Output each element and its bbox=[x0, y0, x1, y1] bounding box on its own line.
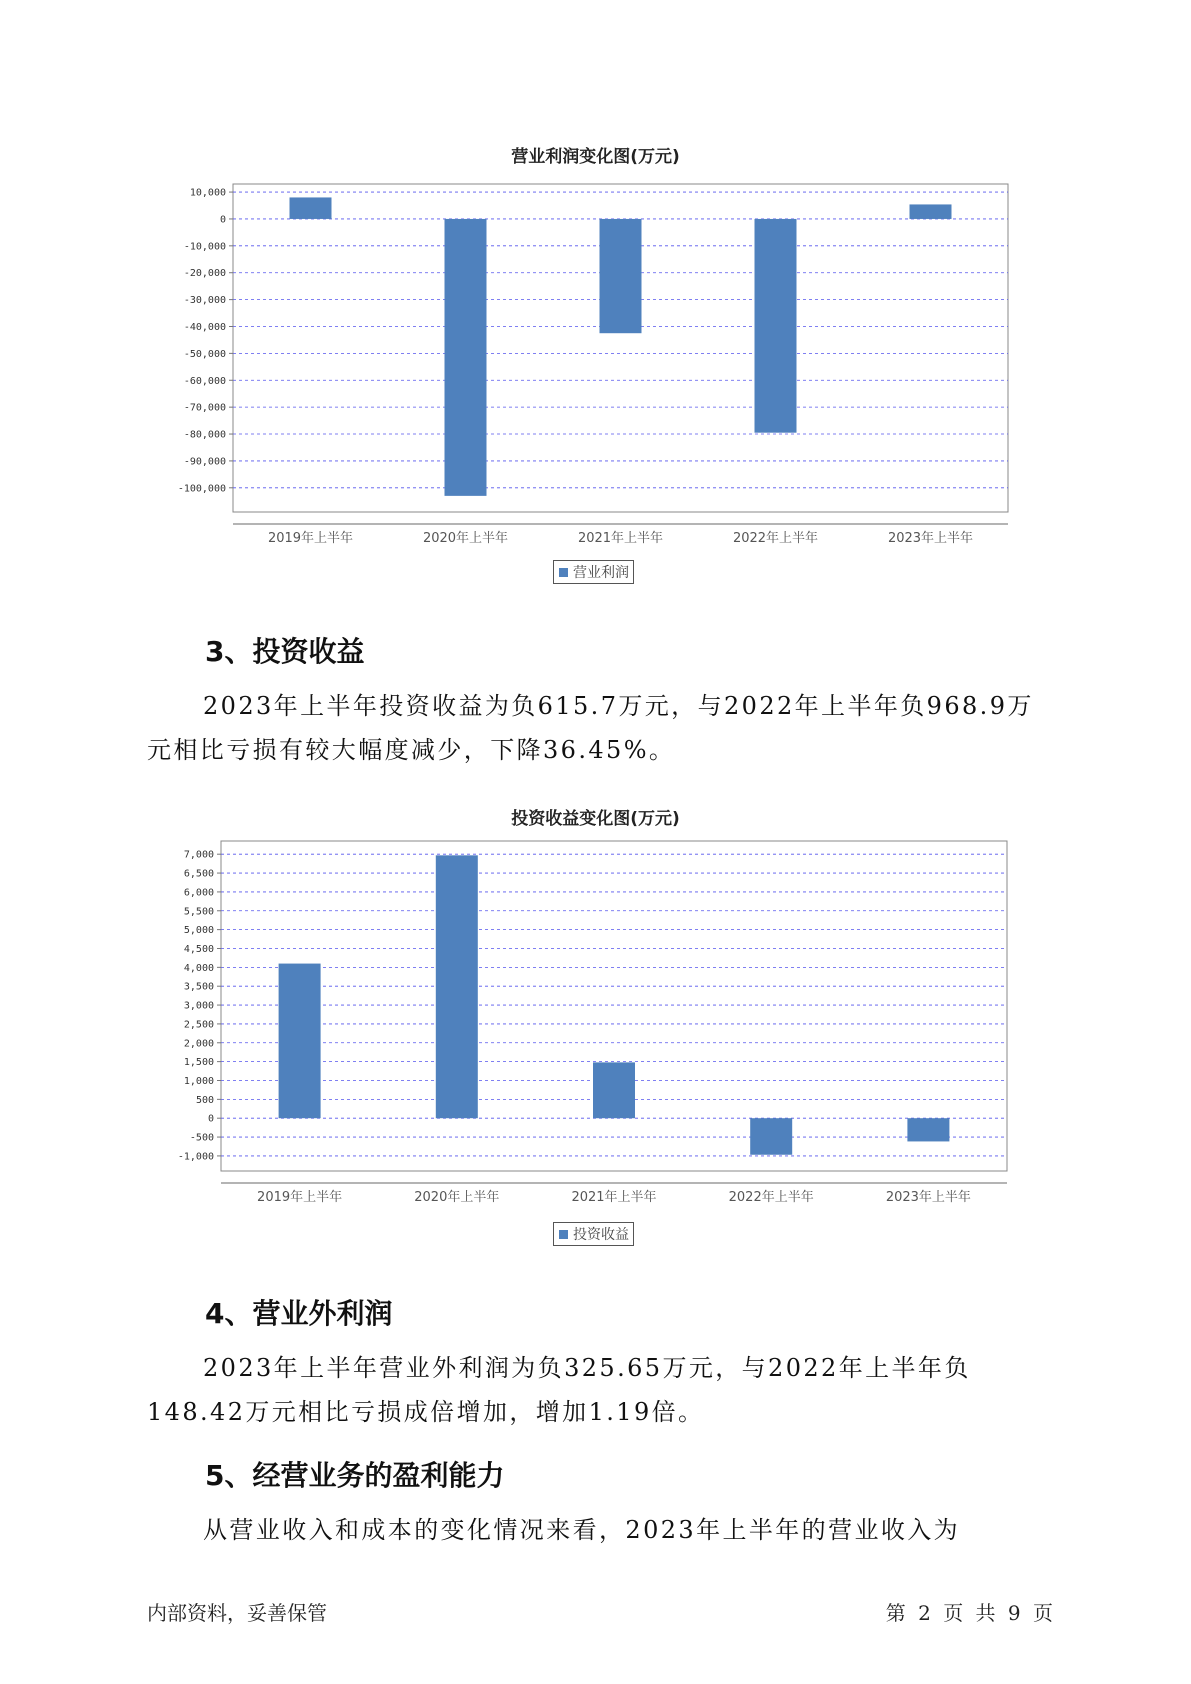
y-tick-label: 6,500 bbox=[183, 868, 214, 880]
y-tick-label: 1,000 bbox=[183, 1075, 214, 1087]
y-tick-label: 3,500 bbox=[183, 981, 214, 993]
y-tick-label: 5,500 bbox=[183, 906, 214, 918]
y-tick-label: 2,000 bbox=[183, 1038, 214, 1050]
x-category-label: 2023年上半年 bbox=[885, 1190, 971, 1205]
bar bbox=[593, 1062, 635, 1118]
y-tick-label: 3,000 bbox=[183, 1000, 214, 1012]
y-tick-label: 2,500 bbox=[183, 1019, 214, 1031]
y-tick-label: -500 bbox=[189, 1132, 214, 1144]
legend-swatch bbox=[559, 1230, 568, 1239]
section-heading-profitability: 5、经营业务的盈利能力 bbox=[205, 1459, 505, 1492]
y-tick-label: 5,000 bbox=[183, 925, 214, 937]
chart-title-investment-income: 投资收益变化图(万元) bbox=[511, 809, 680, 829]
y-tick-label: -30,000 bbox=[183, 295, 226, 307]
x-category-label: 2022年上半年 bbox=[728, 1190, 814, 1205]
paragraph-non-operating-profit: 2023年上半年营业外利润为负325.65万元，与2022年上半年负148.42万元相比亏损成倍增加，增加1.19倍。 bbox=[147, 1354, 971, 1426]
y-tick-label: 6,000 bbox=[183, 887, 214, 899]
legend-label: 营业利润 bbox=[573, 565, 629, 581]
y-tick-label: 0 bbox=[207, 1113, 214, 1125]
y-tick-label: 4,000 bbox=[183, 962, 214, 974]
bar bbox=[907, 1118, 949, 1141]
bar bbox=[750, 1118, 792, 1155]
y-tick-label: -90,000 bbox=[183, 456, 226, 468]
x-category-label: 2019年上半年 bbox=[267, 531, 354, 546]
y-tick-label: -10,000 bbox=[183, 241, 226, 253]
y-tick-label: -20,000 bbox=[183, 268, 226, 280]
y-tick-label: -50,000 bbox=[183, 348, 226, 360]
y-tick-label: -1,000 bbox=[177, 1151, 214, 1163]
x-category-label: 2019年上半年 bbox=[257, 1190, 343, 1205]
plot-area bbox=[221, 841, 1007, 1171]
x-category-label: 2020年上半年 bbox=[422, 531, 509, 546]
footer-confidential-note: 内部资料，妥善保管 bbox=[147, 1601, 327, 1625]
footer-page-number: 第 2 页 共 9 页 bbox=[885, 1601, 1053, 1625]
chart-title-operating-profit: 营业利润变化图(万元) bbox=[511, 147, 680, 167]
section-heading-investment-income: 3、投资收益 bbox=[205, 635, 365, 668]
y-tick-label: -60,000 bbox=[183, 375, 226, 387]
legend-label: 投资收益 bbox=[573, 1227, 629, 1243]
x-category-label: 2021年上半年 bbox=[571, 1190, 657, 1205]
bar bbox=[436, 855, 478, 1118]
y-tick-label: -80,000 bbox=[183, 429, 226, 441]
y-tick-label: 10,000 bbox=[189, 187, 226, 199]
chart-legend-investment-income bbox=[553, 1222, 634, 1246]
paragraph-profitability: 从营业收入和成本的变化情况来看，2023年上半年的营业收入为 bbox=[203, 1516, 961, 1544]
paragraph-investment-income: 2023年上半年投资收益为负615.7万元，与2022年上半年负968.9万元相比亏损有较大幅度减少，下降36.45%。 bbox=[147, 692, 1034, 764]
y-tick-label: 500 bbox=[195, 1094, 214, 1106]
y-tick-label: -100,000 bbox=[177, 483, 226, 495]
section-heading-non-operating-profit: 4、营业外利润 bbox=[205, 1297, 393, 1330]
x-category-label: 2020年上半年 bbox=[414, 1190, 500, 1205]
y-tick-label: 4,500 bbox=[183, 943, 214, 955]
y-tick-label: 0 bbox=[219, 214, 226, 226]
bar bbox=[279, 964, 321, 1119]
y-tick-label: -40,000 bbox=[183, 321, 226, 333]
y-tick-label: 7,000 bbox=[183, 849, 214, 861]
y-tick-label: 1,500 bbox=[183, 1057, 214, 1069]
y-tick-label: -70,000 bbox=[183, 402, 226, 414]
x-category-label: 2022年上半年 bbox=[732, 531, 819, 546]
x-category-label: 2021年上半年 bbox=[577, 531, 664, 546]
x-category-label: 2023年上半年 bbox=[887, 531, 974, 546]
